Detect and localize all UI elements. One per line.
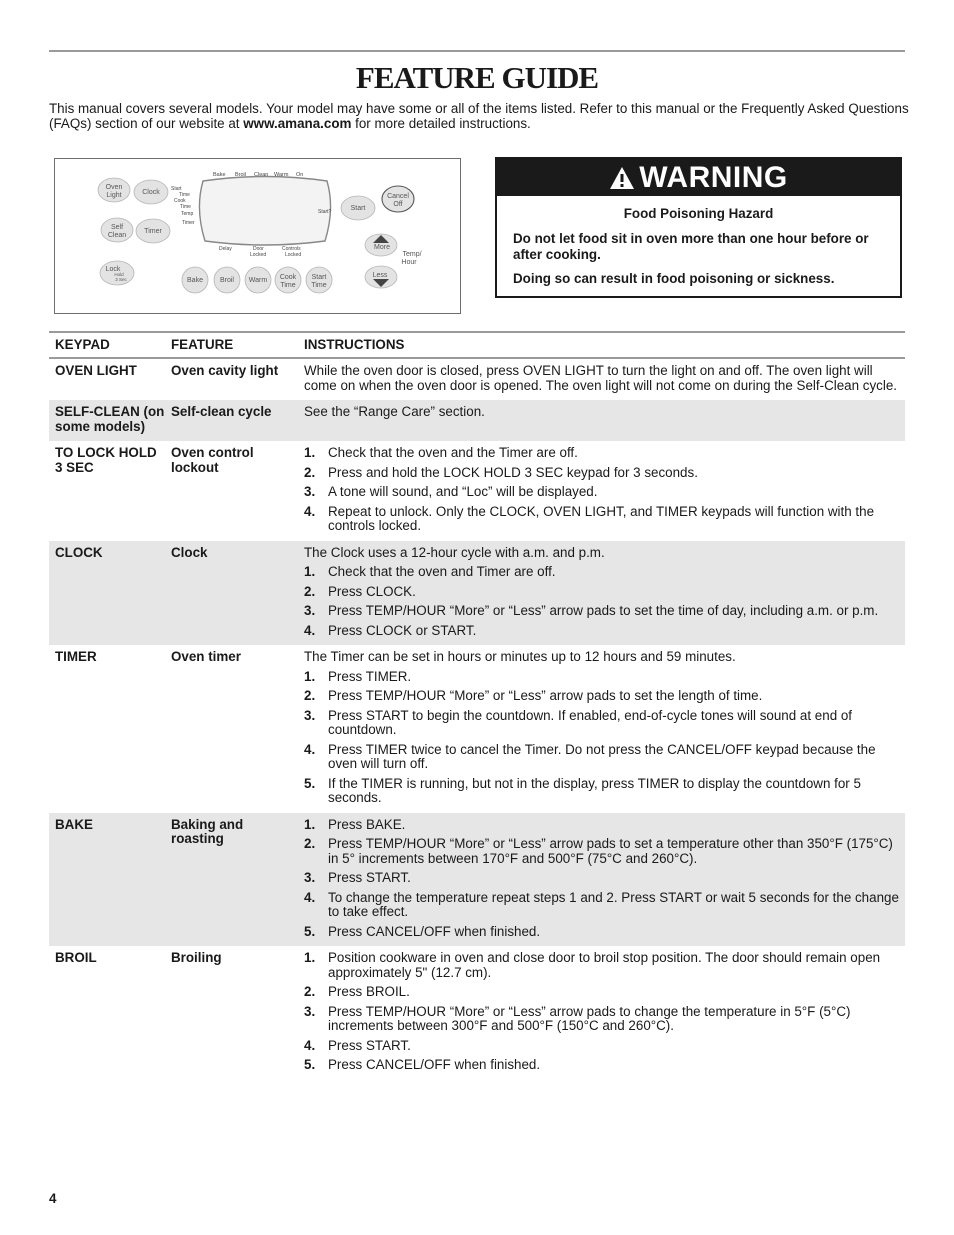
svg-text:Cancel: Cancel [387,193,409,200]
feature-cell: Oven timer [171,649,241,664]
svg-text:Time: Time [179,192,190,198]
keypad-cell: CLOCK [55,544,103,560]
table-row [49,645,905,813]
instruction-step: 4. Press TIMER twice to cancel the Timer. Do not press the CANCEL/OFF keypad because the oven will turn off. [304,741,876,771]
instruction-step: 4. To change the temperature repeat steps 1 and 2. Press START or wait 5 seconds for the change to take effect. [304,889,899,919]
status-label-bake: Bake [213,172,226,178]
svg-text:Hour: Hour [401,259,417,266]
instructions-cell [298,650,905,806]
svg-text:Less: Less [372,272,388,279]
top-rule [49,50,905,52]
instructions-cell [298,446,905,534]
svg-text:Time: Time [280,282,296,289]
instructions-cell [298,818,905,940]
status-label-clean: Clean [254,172,269,178]
start-prompt-label: Start? [318,209,332,215]
instructions-cell [298,951,905,1073]
table-row [49,359,905,400]
svg-text:Start: Start [311,274,327,281]
instruction-step: 2. Press TEMP/HOUR “More” or “Less” arrow pads to set a temperature other than 350°F (175°C) in 5° increments between 170°F and 500°F (75°C and 260°C). [304,836,893,866]
page-number: 4 [49,1191,57,1206]
svg-text:Clean: Clean [107,232,127,239]
svg-text:Warm: Warm [248,277,268,284]
svg-text:Start: Start [171,186,182,192]
svg-text:Temp: Temp [181,211,194,217]
svg-text:Controls: Controls [282,246,301,252]
instruction-step: 2. Press BROIL. [304,984,410,999]
header-instructions: INSTRUCTIONS [304,337,405,352]
warning-header [497,159,900,196]
instruction-step: 3. Press TEMP/HOUR “More” or “Less” arrow pads to change the temperature in 5°F (5°C) increments between 300°F and 500°F (150°C and 260°C). [304,1003,851,1033]
feature-cell: Oven control lockout [171,445,254,475]
svg-text:Temp/: Temp/ [402,251,422,258]
display-window [199,177,330,246]
keypad-cell: TIMER [55,649,97,664]
warning-box [495,157,902,298]
keypad-cell: BAKE [55,816,93,832]
svg-text:Clock: Clock [142,189,160,196]
svg-text:Door: Door [253,246,264,252]
website-url: www.amana.com [243,115,352,131]
svg-text:Cook: Cook [279,274,297,281]
svg-text:Locked: Locked [250,252,267,258]
delay-label: Delay [219,246,232,252]
svg-text:Timer: Timer [182,220,195,226]
instruction-text: While the oven door is closed, press OVEN LIGHT to turn the light on and off. The oven light will come on when the oven door is opened. The oven light will not come on during the Self-Clean cycle. [304,363,898,393]
instruction-step: 1. Check that the oven and Timer are off. [304,564,556,579]
feature-cell: Baking and roasting [171,816,244,846]
status-label-warm: Warm [274,172,289,178]
instruction-step: 2. Press CLOCK. [304,583,416,599]
table-header [49,333,905,359]
svg-text:Start: Start [350,205,366,212]
feature-cell: Oven cavity light [171,363,279,378]
svg-text:Self: Self [110,224,124,231]
instruction-step: 1. Press TIMER. [304,668,412,684]
feature-cell: Clock [171,544,208,560]
warning-line-2: Doing so can result in food poisoning or sickness. [513,270,835,286]
svg-text:Oven: Oven [105,184,123,191]
status-label-broil: Broil [235,172,247,178]
instructions-cell [298,405,905,434]
instruction-step: 2. Press TEMP/HOUR “More” or “Less” arrow pads to set the length of time. [304,688,763,703]
table-row [49,946,905,1080]
svg-text:Light: Light [106,192,122,199]
instruction-text: The Timer can be set in hours or minutes up to 12 hours and 59 minutes. [304,649,736,664]
warning-heading: WARNING [639,160,788,194]
instruction-step: 1. Press BAKE. [304,816,406,832]
instruction-step: 5. Press CANCEL/OFF when finished. [304,1057,541,1072]
svg-text:Hold: Hold [114,272,124,277]
warning-line-1: Do not let food sit in oven more than one hour before or after cooking. [513,230,869,262]
instruction-text: See the “Range Care” section. [304,404,485,419]
status-label-on: On [296,172,304,178]
control-panel-illustration [54,158,461,314]
header-feature: FEATURE [171,337,234,352]
header-keypad: KEYPAD [55,337,110,352]
svg-text:Time: Time [311,282,327,289]
table-row [49,541,905,646]
feature-cell: Broiling [171,950,222,965]
instruction-step: 3. Press START to begin the countdown. If enabled, end-of-cycle tones will sound at end of countdown. [304,707,853,737]
svg-text:Off: Off [393,201,403,208]
table-row [49,400,905,441]
keypad-cell: SELF-CLEAN (on some models) [55,404,165,434]
svg-text:Time: Time [180,204,191,210]
instruction-step: 2. Press and hold the LOCK HOLD 3 SEC keypad for 3 seconds. [304,464,698,480]
instruction-step: 4. Press CLOCK or START. [304,622,477,638]
intro-paragraph: This manual covers several models. Your model may have some or all of the items listed. Refer to this manual or the Frequently Asked Questions (FAQs) section of our website at www.amana.com for more detailed instructions. [49,101,909,131]
svg-text:Timer: Timer [144,228,162,235]
instruction-step: 5. If the TIMER is running, but not in the display, press TIMER to display the countdown for 5 seconds. [304,775,861,805]
svg-text:Bake: Bake [187,277,203,284]
svg-text:Lock: Lock [105,266,121,273]
keypad-cell: BROIL [55,950,97,965]
instruction-step: 1. Check that the oven and the Timer are off. [304,445,578,460]
instructions-cell [298,546,905,639]
table-row [49,813,905,947]
instruction-step: 3. Press TEMP/HOUR “More” or “Less” arrow pads to set the time of day, including a.m. or p.m. [304,603,879,618]
svg-text:More: More [374,244,390,251]
instruction-step: 3. A tone will sound, and “Loc” will be displayed. [304,484,598,499]
svg-text:3 Sec: 3 Sec [115,277,127,282]
instruction-step: 3. Press START. [304,870,411,885]
svg-text:Broil: Broil [219,277,235,284]
instruction-text: The Clock uses a 12-hour cycle with a.m. and p.m. [304,544,605,560]
table-row [49,441,905,541]
hazard-title: Food Poisoning Hazard [623,206,774,221]
warning-triangle-icon [609,166,635,190]
svg-text:Cook: Cook [174,198,186,204]
keypad-cell: TO LOCK HOLD 3 SEC [55,445,157,475]
page-title: FEATURE GUIDE [355,60,599,95]
instruction-step: 4. Press START. [304,1037,411,1053]
svg-text:Locked: Locked [285,252,302,258]
instructions-cell [298,364,905,393]
instruction-step: 4. Repeat to unlock. Only the CLOCK, OVEN LIGHT, and TIMER keypads will function with the controls locked. [304,503,875,533]
feature-cell: Self-clean cycle [171,404,272,419]
keypad-cell: OVEN LIGHT [55,363,137,378]
feature-table [49,331,905,1080]
instruction-step: 1. Position cookware in oven and close door to broil stop position. The door should remain open approximately 5" (12.7 cm). [304,950,881,980]
instruction-step: 5. Press CANCEL/OFF when finished. [304,923,541,939]
